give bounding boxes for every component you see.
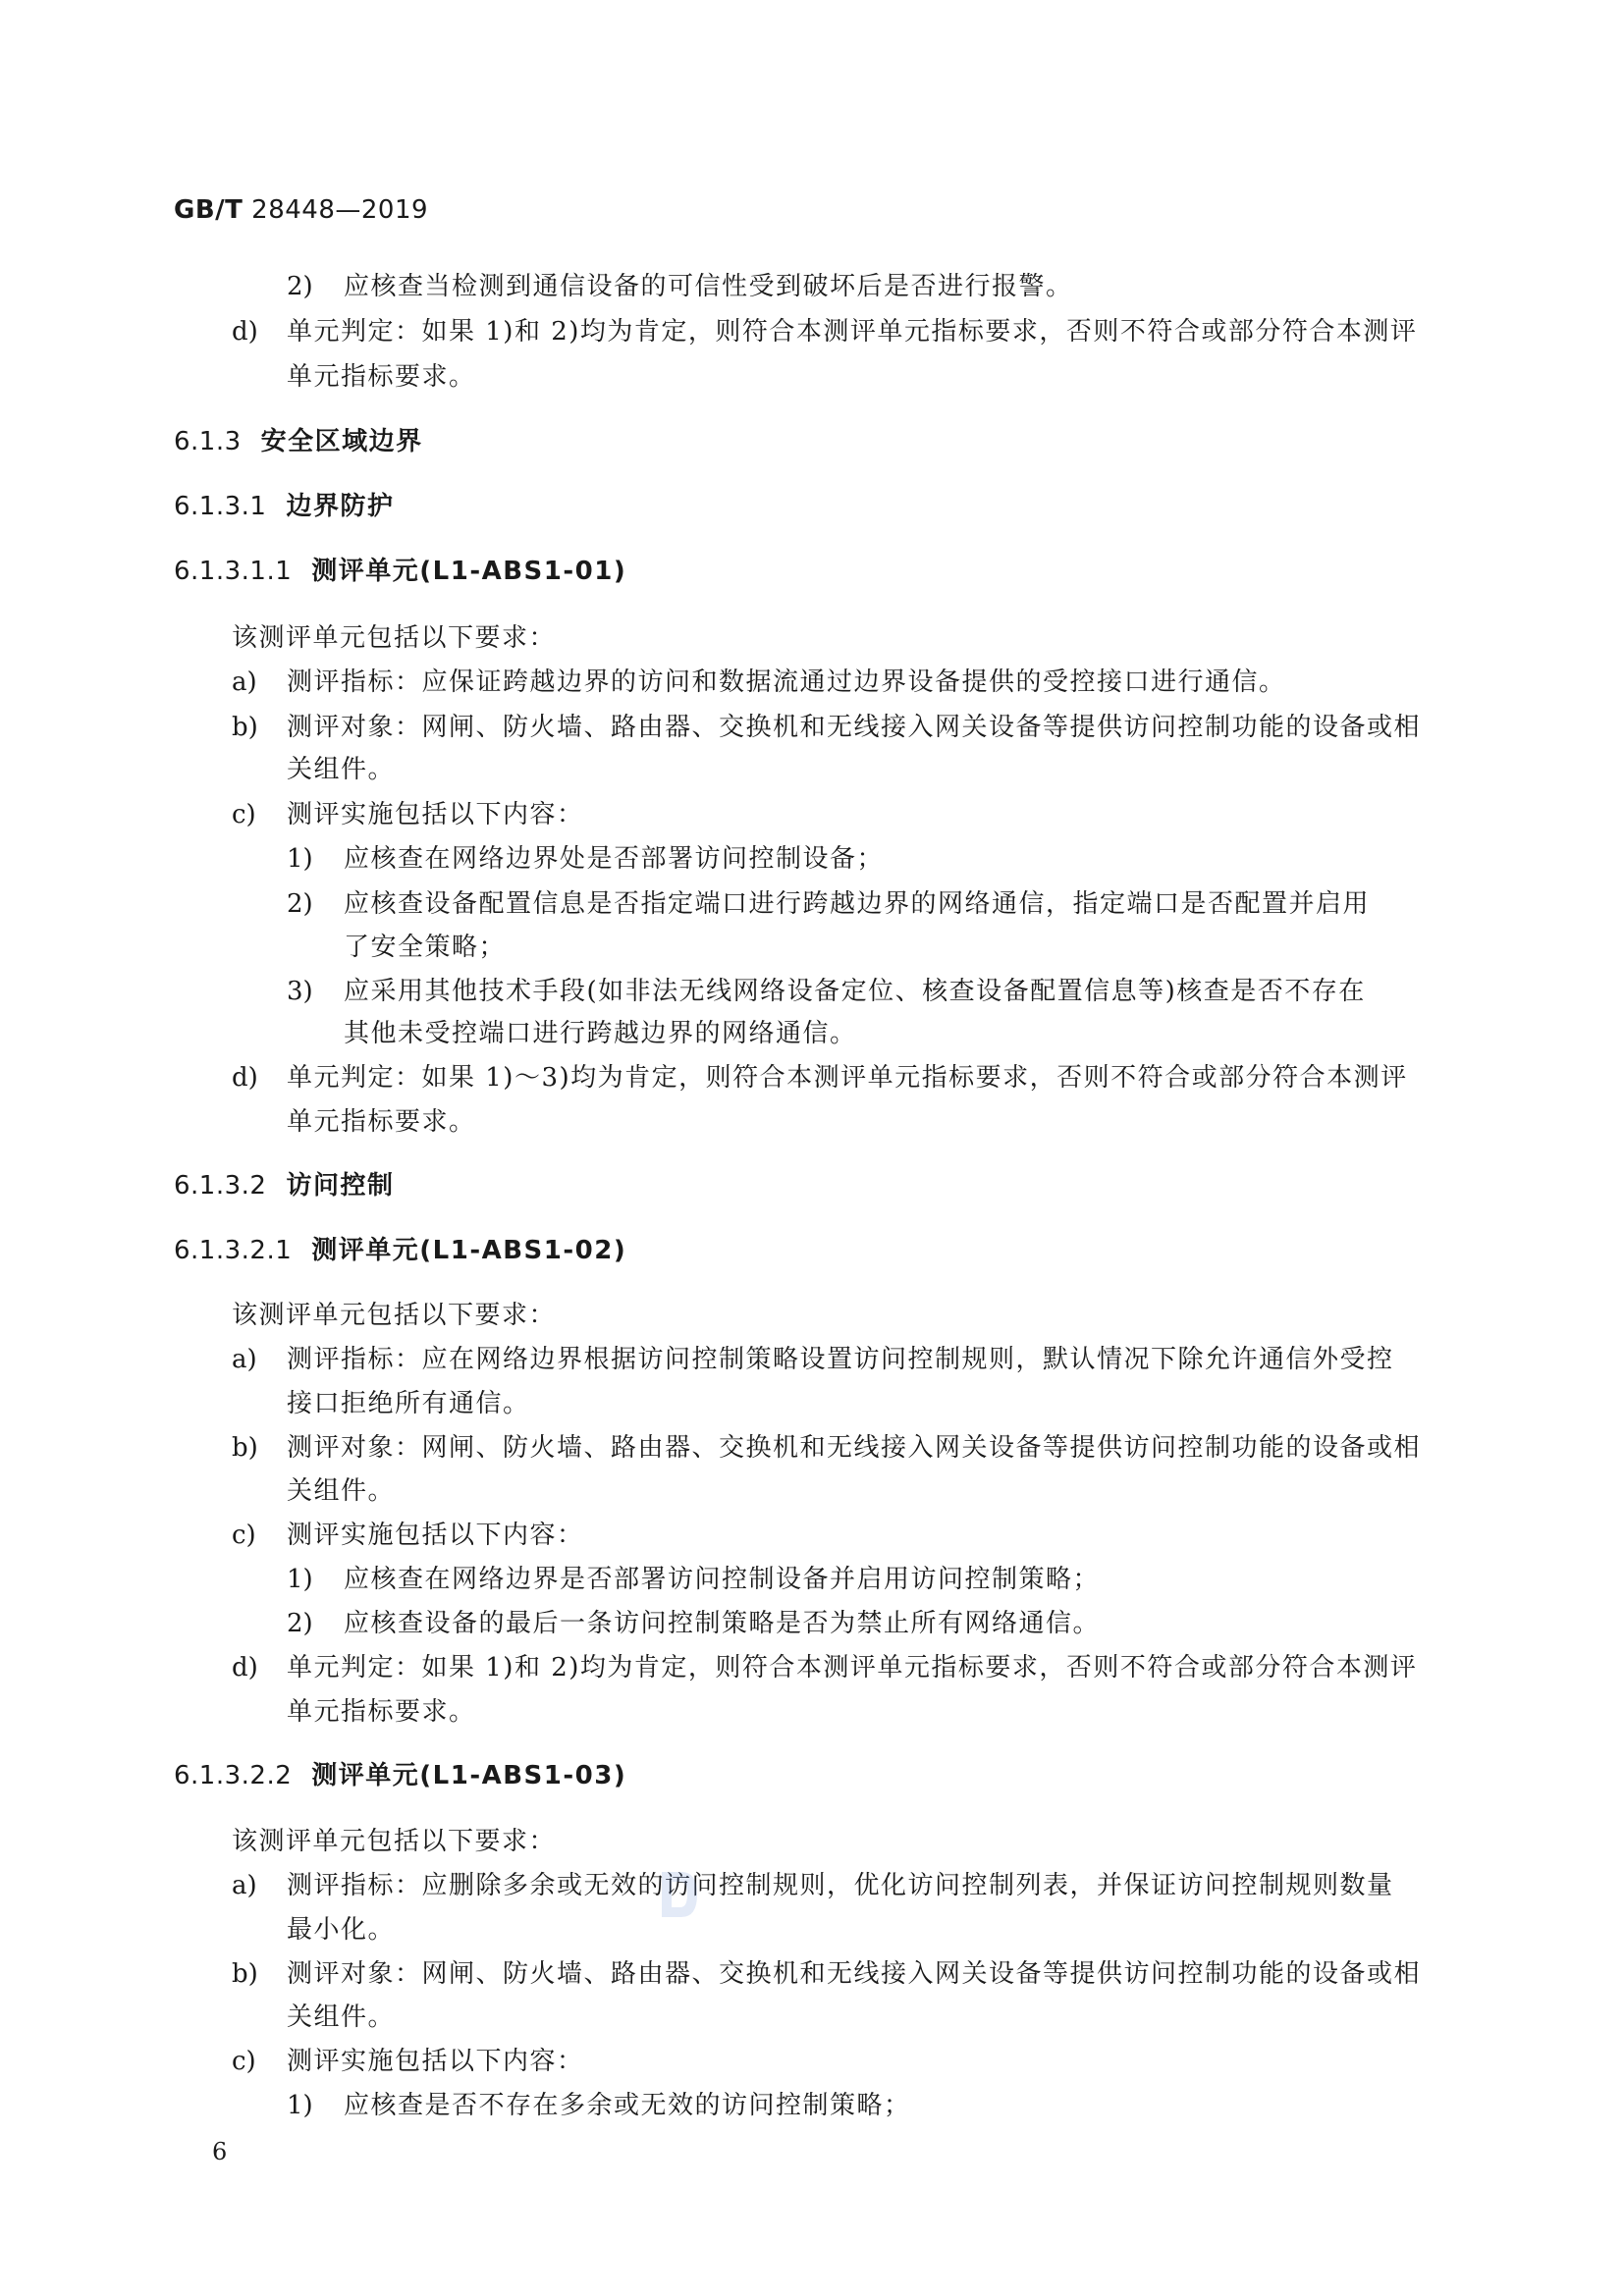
intro-text: 该测评单元包括以下要求： xyxy=(232,623,557,653)
list-item-text-cont: 最小化。 xyxy=(287,1915,396,1945)
list-item-text: 单元判定：如果 1)和 2)均为肯定，则符合本测评单元指标要求，否则不符合或部分符合本测评 xyxy=(287,1653,1418,1682)
list-item-text: 测评对象：网闸、防火墙、路由器、交换机和无线接入网关设备等提供访问控制功能的设备或相 xyxy=(287,1959,1422,1989)
section-number: 6.1.3.1.1 xyxy=(174,557,293,586)
list-item-text: 应核查在网络边界处是否部署访问控制设备； xyxy=(344,844,885,874)
list-marker: 2) xyxy=(287,889,313,919)
list-item-text-cont: 关组件。 xyxy=(287,1476,396,1506)
list-marker: 2) xyxy=(287,272,313,301)
list-item-text: 测评实施包括以下内容： xyxy=(287,2047,584,2076)
list-marker: 2) xyxy=(287,1609,313,1638)
list-marker: 1) xyxy=(287,844,313,874)
list-item-text: 应核查设备的最后一条访问控制策略是否为禁止所有网络通信。 xyxy=(344,1609,1101,1638)
watermark-logo-icon xyxy=(656,1868,701,1921)
list-item-text: 应采用其他技术手段(如非法无线网络设备定位、核查设备配置信息等)核查是否不存在 xyxy=(344,977,1366,1006)
list-item-text: 应核查设备配置信息是否指定端口进行跨越边界的网络通信，指定端口是否配置并启用 xyxy=(344,889,1371,919)
list-marker: a) xyxy=(232,1871,257,1900)
list-marker: d) xyxy=(232,1063,258,1093)
section-heading-6-1-3-1-1 xyxy=(174,554,626,589)
list-marker: 1) xyxy=(287,2091,313,2120)
list-item-text-cont: 关组件。 xyxy=(287,755,396,784)
list-marker: c) xyxy=(232,2047,256,2076)
list-item-text-cont: 了安全策略； xyxy=(344,933,507,962)
section-title: 测评单元(L1-ABS1-02) xyxy=(311,1236,627,1265)
section-title: 安全区域边界 xyxy=(260,427,423,456)
section-number: 6.1.3.1 xyxy=(174,492,267,521)
section-heading-6-1-3-2 xyxy=(174,1168,394,1203)
list-marker: a) xyxy=(232,1345,257,1374)
list-marker: b) xyxy=(232,1959,258,1989)
standard-number: 28448—2019 xyxy=(251,195,429,225)
section-heading-6-1-3-1 xyxy=(174,489,394,524)
list-item-text: 测评指标：应在网络边界根据访问控制策略设置访问控制规则，默认情况下除允许通信外受控 xyxy=(287,1345,1394,1374)
list-item-text: 测评实施包括以下内容： xyxy=(287,800,584,829)
list-marker: a) xyxy=(232,667,257,697)
standard-code-header xyxy=(174,192,428,228)
list-marker: b) xyxy=(232,713,258,742)
intro-text: 该测评单元包括以下要求： xyxy=(232,1827,557,1856)
list-item-text-cont: 单元指标要求。 xyxy=(287,362,476,392)
standard-prefix: GB/T xyxy=(174,195,244,225)
list-marker: 1) xyxy=(287,1565,313,1594)
list-item-text: 应核查是否不存在多余或无效的访问控制策略； xyxy=(344,2091,911,2120)
section-number: 6.1.3 xyxy=(174,427,242,456)
section-title: 边界防护 xyxy=(286,492,395,521)
list-marker: d) xyxy=(232,1653,258,1682)
section-number: 6.1.3.2 xyxy=(174,1171,267,1201)
list-item-text: 应核查当检测到通信设备的可信性受到破坏后是否进行报警。 xyxy=(344,272,1073,301)
list-marker: d) xyxy=(232,317,258,347)
list-item-text: 测评实施包括以下内容： xyxy=(287,1521,584,1550)
section-number: 6.1.3.2.2 xyxy=(174,1761,293,1790)
section-heading-6-1-3-2-1 xyxy=(174,1233,626,1268)
list-item-text: 单元判定：如果 1)～3)均为肯定，则符合本测评单元指标要求，否则不符合或部分符合本测评 xyxy=(287,1063,1408,1093)
section-number: 6.1.3.2.1 xyxy=(174,1236,293,1265)
list-item-text-cont: 单元指标要求。 xyxy=(287,1697,476,1727)
list-item-text-cont: 关组件。 xyxy=(287,2002,396,2032)
section-heading-6-1-3-2-2 xyxy=(174,1758,626,1793)
list-item-text: 单元判定：如果 1)和 2)均为肯定，则符合本测评单元指标要求，否则不符合或部分符合本测评 xyxy=(287,317,1418,347)
list-item-text-cont: 单元指标要求。 xyxy=(287,1107,476,1137)
list-item-text: 应核查在网络边界是否部署访问控制设备并启用访问控制策略； xyxy=(344,1565,1101,1594)
section-heading-6-1-3 xyxy=(174,424,423,459)
section-title: 测评单元(L1-ABS1-03) xyxy=(311,1761,627,1790)
list-item-text: 测评对象：网闸、防火墙、路由器、交换机和无线接入网关设备等提供访问控制功能的设备或相 xyxy=(287,1433,1422,1463)
list-marker: c) xyxy=(232,800,256,829)
page-number: 6 xyxy=(212,2138,228,2165)
list-item-text: 测评对象：网闸、防火墙、路由器、交换机和无线接入网关设备等提供访问控制功能的设备或相 xyxy=(287,713,1422,742)
section-title: 测评单元(L1-ABS1-01) xyxy=(311,557,627,586)
list-item-text: 测评指标：应保证跨越边界的访问和数据流通过边界设备提供的受控接口进行通信。 xyxy=(287,667,1286,697)
list-item-text-cont: 接口拒绝所有通信。 xyxy=(287,1389,530,1418)
intro-text: 该测评单元包括以下要求： xyxy=(232,1301,557,1330)
section-title: 访问控制 xyxy=(286,1171,395,1201)
list-item-text-cont: 其他未受控端口进行跨越边界的网络通信。 xyxy=(344,1019,857,1048)
list-marker: c) xyxy=(232,1521,256,1550)
list-item-text: 测评指标：应删除多余或无效的访问控制规则，优化访问控制列表，并保证访问控制规则数量 xyxy=(287,1871,1394,1900)
list-marker: b) xyxy=(232,1433,258,1463)
list-marker: 3) xyxy=(287,977,313,1006)
